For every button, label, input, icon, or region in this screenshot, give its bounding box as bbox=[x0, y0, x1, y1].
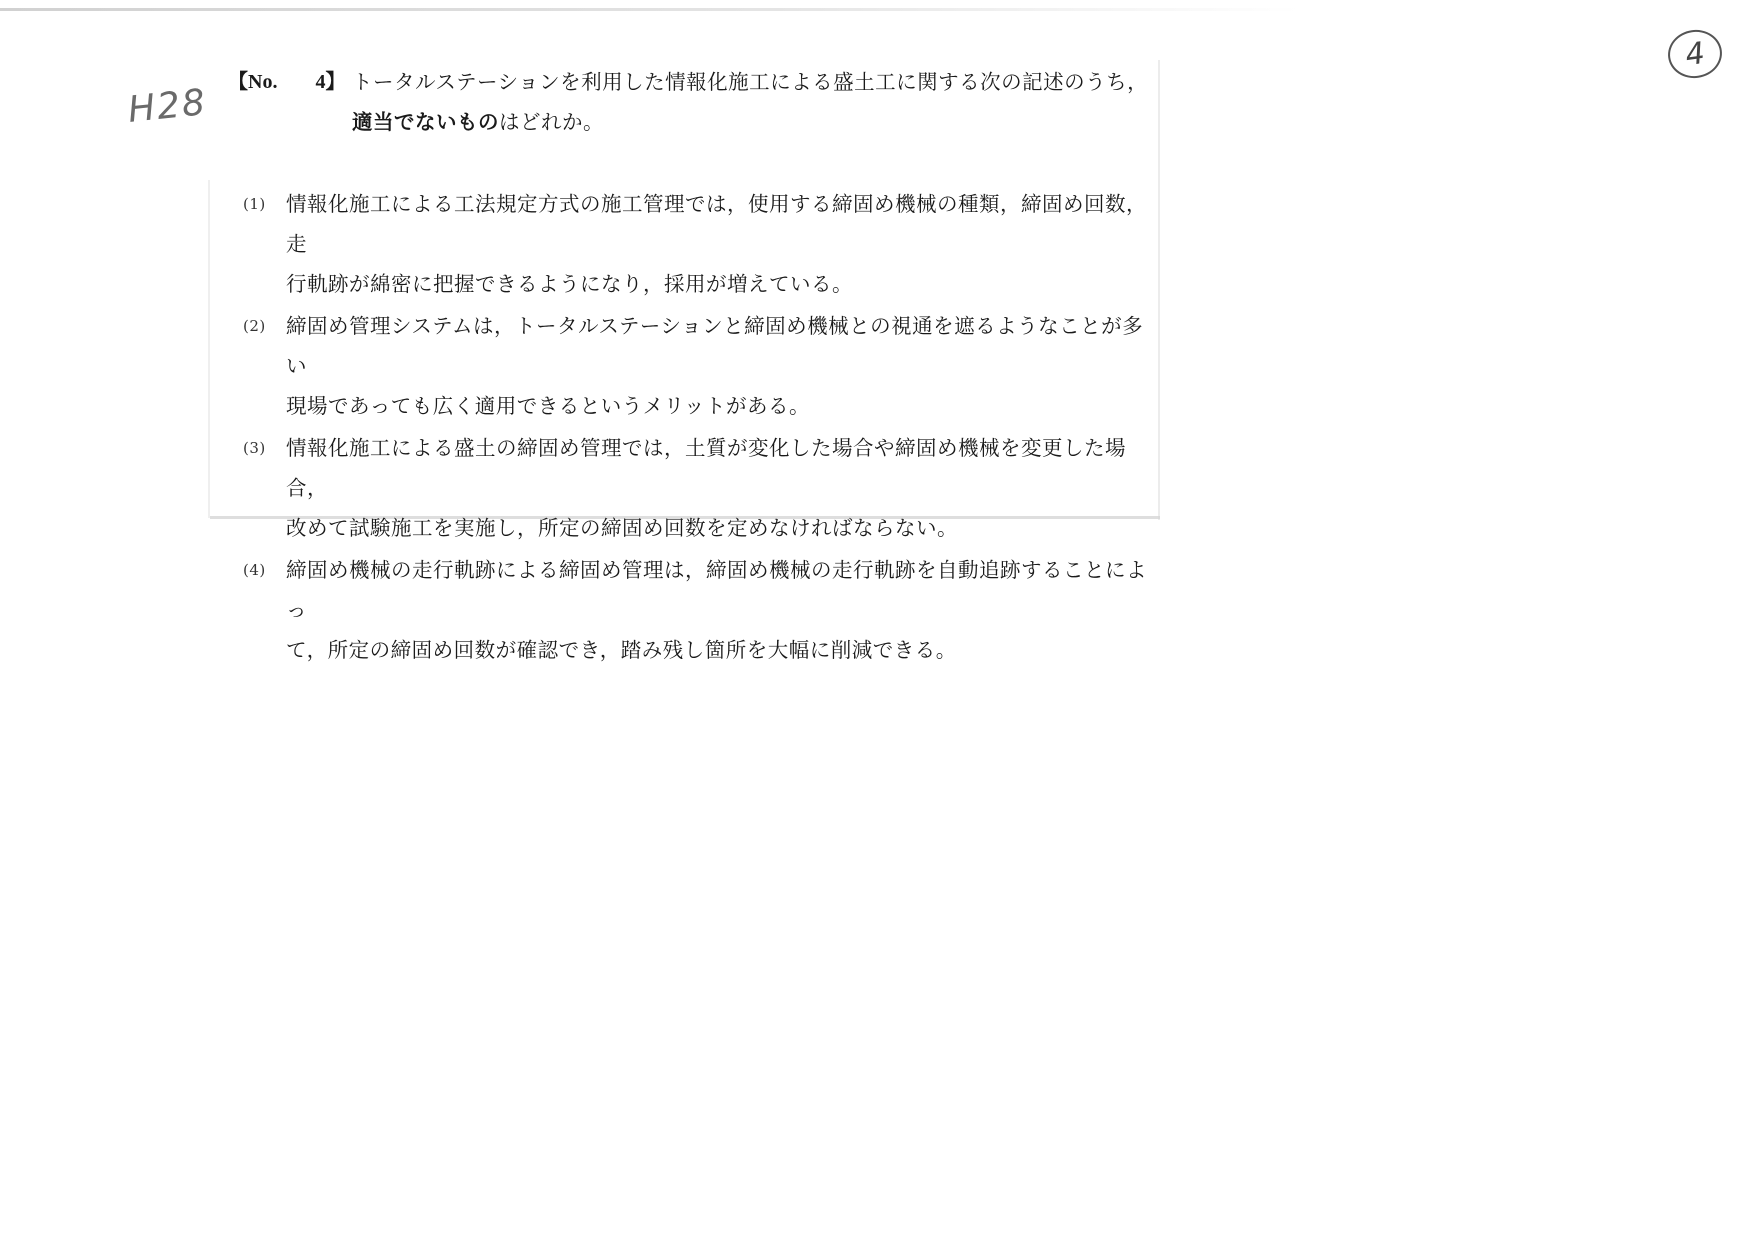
option-text-line2: 現場であっても広く適用できるというメリットがある。 bbox=[286, 394, 810, 418]
question-number bbox=[228, 62, 352, 102]
answer-option-4 bbox=[228, 550, 1158, 670]
question-text-line2 bbox=[352, 102, 1158, 142]
option-text-line2: 行軌跡が綿密に把握できるようになり，採用が増えている。 bbox=[286, 272, 853, 296]
question-block bbox=[228, 62, 1158, 672]
option-text-line1: 締固め機械の走行軌跡による締固め管理は，締固め機械の走行軌跡を自動追跡することによっ bbox=[286, 558, 1147, 622]
option-text-line2: 改めて試験施工を実施し，所定の締固め回数を定めなければならない。 bbox=[286, 516, 958, 540]
clipping-edge-right bbox=[1158, 60, 1160, 520]
clipping-edge-left bbox=[208, 180, 210, 518]
option-label: (2) bbox=[243, 317, 266, 335]
option-text bbox=[286, 428, 1158, 548]
page-number-text: 4 bbox=[1683, 35, 1707, 73]
option-text-line1: 情報化施工による盛土の締固め管理では，土質が変化した場合や締固め機械を変更した場合， bbox=[286, 436, 1126, 500]
question-text-line2-rest: はどれか。 bbox=[499, 110, 604, 134]
question-number-value: 4】 bbox=[315, 71, 346, 93]
question-text bbox=[352, 62, 1158, 142]
option-text bbox=[286, 306, 1158, 426]
answer-options-list bbox=[228, 184, 1158, 670]
option-label: (3) bbox=[243, 439, 266, 457]
option-label: (1) bbox=[243, 195, 266, 213]
option-text bbox=[286, 184, 1158, 304]
question-number-label: 【No. bbox=[228, 71, 278, 93]
answer-option-2 bbox=[228, 306, 1158, 426]
option-text-line1: 締固め管理システムは，トータルステーションと締固め機械との視通を遮るようなことが多い bbox=[286, 314, 1144, 378]
handwritten-year-mark: H28 bbox=[126, 81, 209, 132]
option-label: (4) bbox=[243, 561, 266, 579]
answer-option-1 bbox=[228, 184, 1158, 304]
option-text bbox=[286, 550, 1158, 670]
handwritten-page-number bbox=[1665, 26, 1725, 81]
option-text-line2: て，所定の締固め回数が確認でき，踏み残し箇所を大幅に削減できる。 bbox=[286, 638, 957, 662]
scan-edge-line bbox=[0, 8, 1300, 11]
answer-option-3 bbox=[228, 428, 1158, 548]
question-emphasis: 適当でないもの bbox=[352, 110, 499, 134]
option-text-line1: 情報化施工による工法規定方式の施工管理では，使用する締固め機械の種類，締固め回数，走 bbox=[286, 192, 1147, 256]
question-text-line1: トータルステーションを利用した情報化施工による盛土工に関する次の記述のうち， bbox=[352, 70, 1149, 94]
question-header bbox=[228, 62, 1158, 142]
